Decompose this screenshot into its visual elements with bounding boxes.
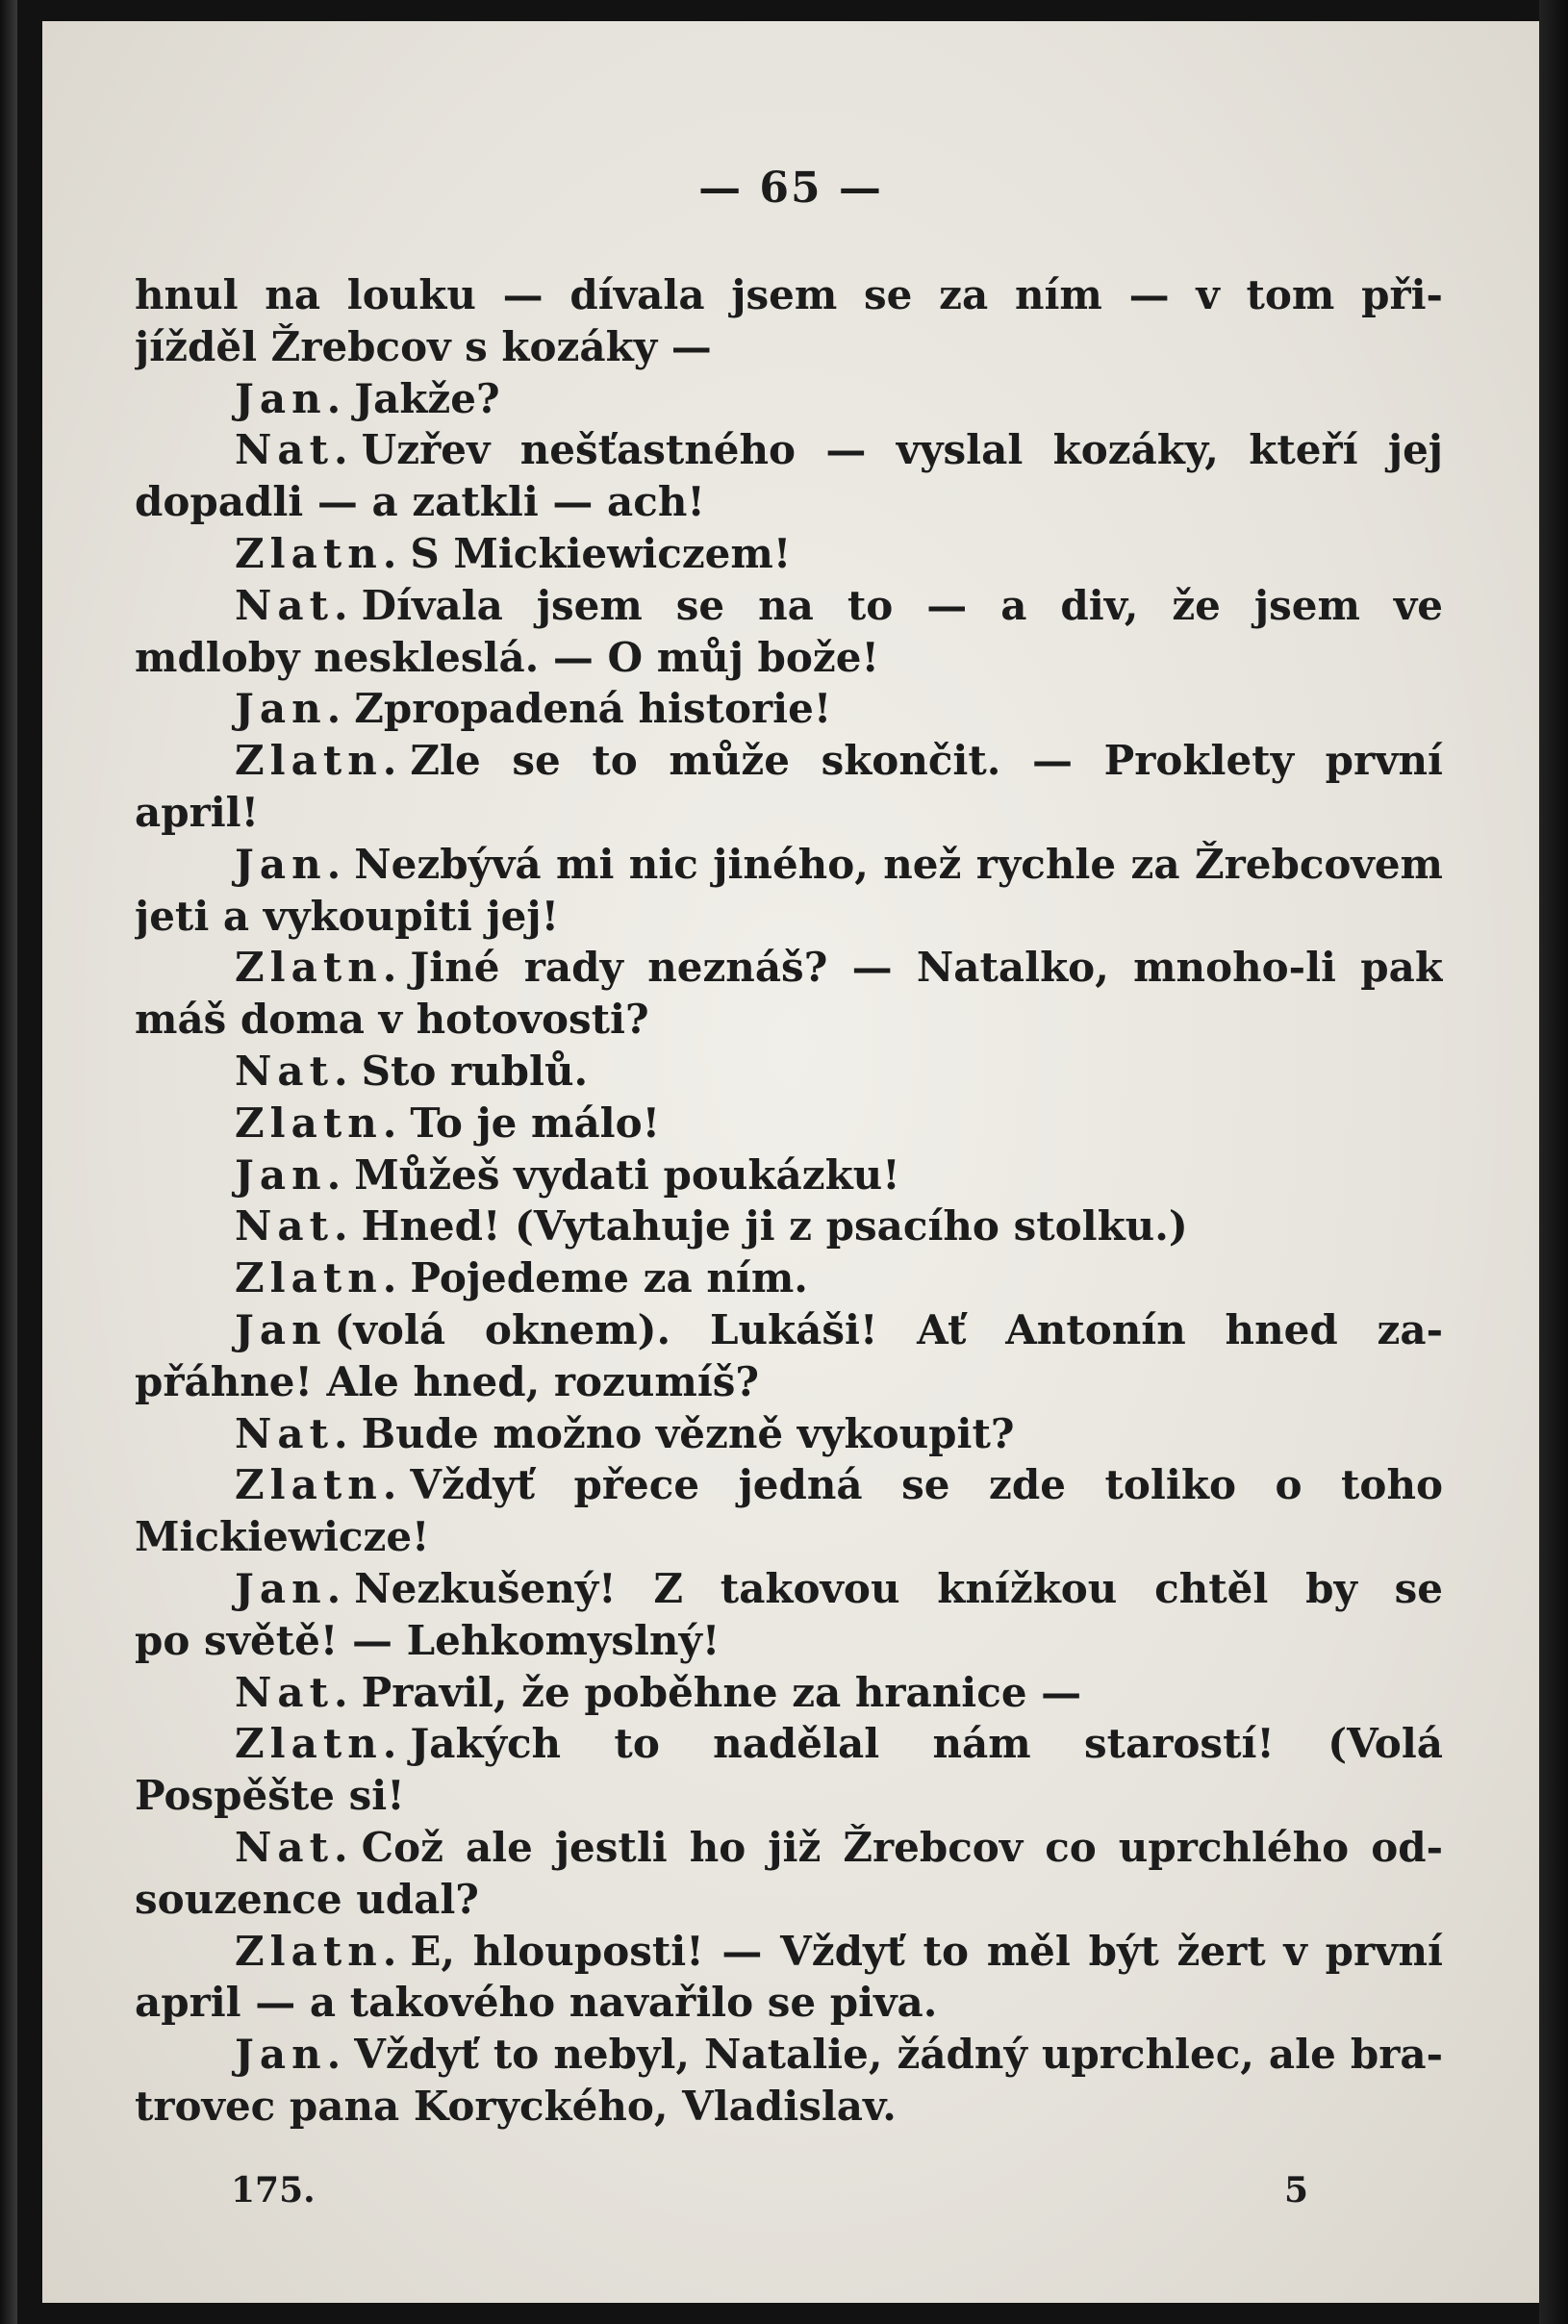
- speaker-name: Jan.: [235, 2031, 347, 2079]
- book-page: [42, 21, 1539, 2303]
- printer-signature: 175.: [231, 2170, 316, 2210]
- speaker-name: Jan.: [235, 1150, 347, 1199]
- line-text: dopadli — a zatkli — ach!: [135, 478, 705, 526]
- speaker-name: Nat.: [235, 1202, 354, 1250]
- line-text: Můžeš vydati poukázku!: [354, 1150, 900, 1199]
- speaker-name: Nat.: [235, 1823, 354, 1871]
- speaker-name: Zlatn.: [235, 529, 403, 577]
- line-text: Hned! (Vytahuje ji z psacího stolku.): [361, 1202, 1188, 1250]
- text-line: [135, 1563, 1443, 1615]
- text-line: [135, 1459, 1443, 1511]
- line-text: souzence udal?: [135, 1875, 479, 1923]
- text-line: [135, 942, 1443, 994]
- speaker-name: Zlatn.: [235, 1927, 403, 1975]
- text-line: [135, 1977, 1443, 2029]
- text-line: [135, 994, 1443, 1046]
- line-text: Jakých to nadělal nám starostí! (Volá: [410, 1720, 1443, 1768]
- line-text: Pojedeme za ním.: [410, 1254, 808, 1302]
- line-text: E, hlouposti! — Vždyť to měl být žert v první: [410, 1927, 1443, 1975]
- text-line: [135, 735, 1443, 787]
- line-text: Pospěšte si!: [135, 1772, 405, 1820]
- speaker-name: Nat.: [235, 581, 354, 629]
- line-text: po světě! — Lehkomyslný!: [135, 1616, 721, 1664]
- speaker-name: Zlatn.: [235, 737, 403, 785]
- text-line: [135, 373, 1443, 425]
- line-text: trovec pana Koryckého, Vladislav.: [135, 2082, 897, 2130]
- text-line: [135, 1874, 1443, 1926]
- line-text: april!: [135, 788, 260, 836]
- line-text: jeti a vykoupiti jej!: [135, 892, 560, 940]
- line-text: Zpropadená historie!: [354, 685, 832, 733]
- page-right-edge: [1539, 0, 1568, 2324]
- line-text: Zle se to může skončit. — Proklety první: [410, 737, 1443, 785]
- text-line: [135, 1511, 1443, 1563]
- line-text: Jakže?: [354, 374, 500, 422]
- speaker-name: Jan.: [235, 685, 347, 733]
- text-line: [135, 1046, 1443, 1098]
- text-line: [135, 424, 1443, 476]
- line-text: Pravil, že poběhne za hranice —: [361, 1668, 1082, 1716]
- text-line: [135, 321, 1443, 373]
- speaker-name: Jan.: [235, 840, 347, 888]
- page-number: — 65 —: [698, 164, 883, 213]
- line-text: přáhne! Ale hned, rozumíš?: [135, 1357, 760, 1405]
- line-text: hnul na louku — dívala jsem se za ním — v tom při-: [135, 271, 1443, 318]
- text-line: [135, 1304, 1443, 1356]
- speaker-name: Zlatn.: [235, 944, 403, 992]
- text-line: [135, 1200, 1443, 1252]
- speaker-name: Nat.: [235, 1047, 354, 1095]
- text-line: [135, 1770, 1443, 1822]
- line-text: Nezkušený! Z takovou knížkou chtěl by se: [354, 1564, 1443, 1612]
- speaker-name: Nat.: [235, 426, 354, 474]
- text-line: [135, 891, 1443, 943]
- book-binding-edge: [0, 0, 17, 2324]
- text-line: [135, 1615, 1443, 1667]
- text-line: [135, 528, 1443, 580]
- text-line: [135, 2029, 1443, 2081]
- text-line: [135, 269, 1443, 321]
- text-line: [135, 632, 1443, 684]
- text-line: [135, 1718, 1443, 1770]
- line-text: april — a takového navařilo se piva.: [135, 1979, 938, 2027]
- line-text: Jiné rady neznáš? — Natalko, mnoho-li pak: [410, 944, 1443, 992]
- text-line: [135, 1408, 1443, 1460]
- text-line: [135, 1252, 1443, 1304]
- text-line: [135, 1356, 1443, 1408]
- line-text: máš doma v hotovosti?: [135, 996, 649, 1044]
- line-text: mdloby neskleslá. — O můj bože!: [135, 633, 879, 681]
- text-line: [135, 580, 1443, 632]
- text-line: [135, 1149, 1443, 1201]
- speaker-name: Jan.: [235, 374, 347, 422]
- speaker-name: Jan: [235, 1305, 327, 1353]
- line-text: Což ale jestli ho již Žrebcov co uprchlého od-: [361, 1823, 1443, 1871]
- speaker-name: Nat.: [235, 1409, 354, 1457]
- line-text: (volá oknem). Lukáši! Ať Antonín hned za-: [334, 1305, 1443, 1353]
- text-line: [135, 1098, 1443, 1149]
- text-line: [135, 1667, 1443, 1719]
- text-line: [135, 476, 1443, 528]
- line-text: Nezbývá mi nic jiného, než rychle za Žrebcovem: [354, 840, 1443, 888]
- speaker-name: Nat.: [235, 1668, 354, 1716]
- speaker-name: Zlatn.: [235, 1461, 403, 1509]
- line-text: Vždyť přece jedná se zde toliko o toho: [410, 1461, 1443, 1509]
- text-line: [135, 787, 1443, 839]
- line-text: Sto rublů.: [361, 1047, 589, 1095]
- line-text: Vždyť to nebyl, Natalie, žádný uprchlec, ale bra-: [354, 2031, 1443, 2079]
- text-line: [135, 839, 1443, 891]
- line-text: Uzřev nešťastného — vyslal kozáky, kteří jej: [361, 426, 1443, 474]
- speaker-name: Zlatn.: [235, 1099, 403, 1147]
- text-line: [135, 683, 1443, 735]
- speaker-name: Zlatn.: [235, 1720, 403, 1768]
- line-text: Mickiewicze!: [135, 1513, 430, 1561]
- text-line: [135, 2081, 1443, 2133]
- speaker-name: Jan.: [235, 1564, 347, 1612]
- text-line: [135, 1822, 1443, 1874]
- line-text: S Mickiewiczem!: [410, 529, 792, 577]
- text-line: [135, 1926, 1443, 1978]
- sheet-number: 5: [1283, 2170, 1308, 2210]
- line-text: Dívala jsem se na to — a div, že jsem ve: [361, 581, 1443, 629]
- page-body: [135, 269, 1443, 2133]
- speaker-name: Zlatn.: [235, 1254, 403, 1302]
- line-text: jížděl Žrebcov s kozáky —: [135, 322, 712, 370]
- line-text: To je málo!: [410, 1099, 661, 1147]
- line-text: Bude možno vězně vykoupit?: [361, 1409, 1015, 1457]
